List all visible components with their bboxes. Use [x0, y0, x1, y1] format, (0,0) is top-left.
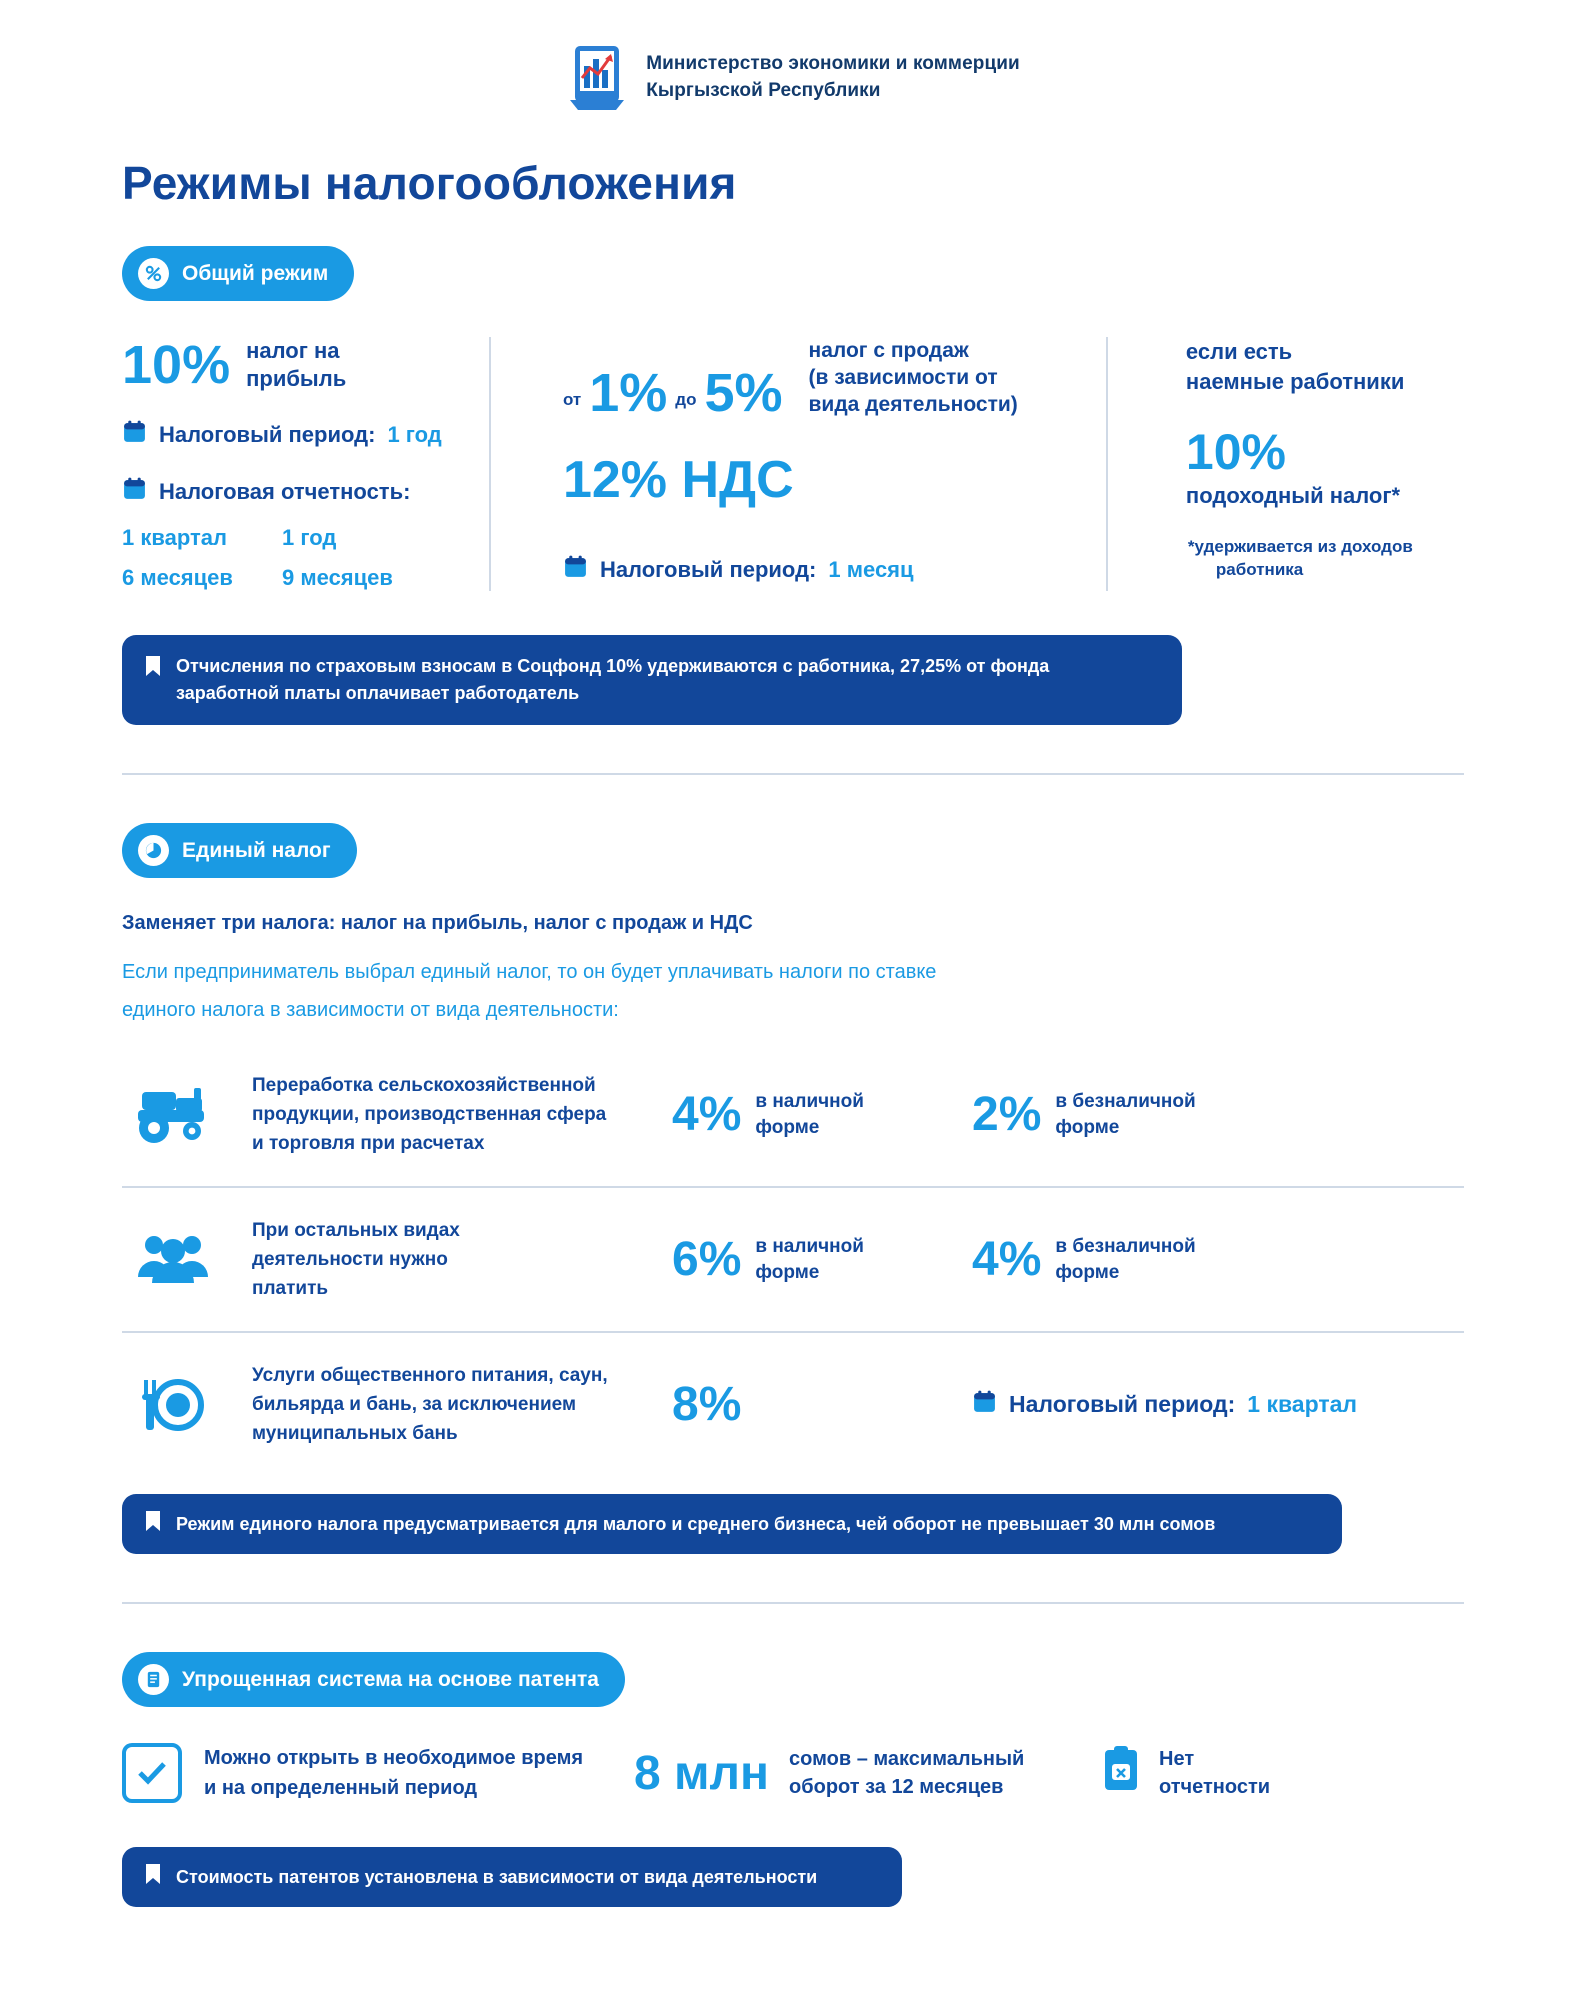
- employees-title: [1186, 337, 1586, 397]
- pill-general-regime-label: Общий режим: [182, 261, 329, 285]
- sales-tax-min: 1%: [589, 363, 668, 423]
- note-social-fund-text: Отчисления по страховым взносам в Соцфонд 10% удерживаются с работника, 27,25% от фонда заработной платы оплачивает работодатель: [176, 656, 1050, 703]
- single-tax-subhead: Заменяет три налога: налог на прибыль, налог с продаж и НДС: [122, 912, 753, 934]
- income-tax-label: подоходный налог*: [1185, 483, 1401, 508]
- sales-tax-max: 5%: [704, 363, 783, 423]
- patent-open-text-line2: и на определенный период: [204, 1777, 478, 1799]
- tax-reporting-periods: [122, 525, 465, 591]
- employees-title-line2: наемные работники: [1185, 369, 1405, 394]
- patent-max-turnover-amount: 8 млн: [634, 1746, 770, 1800]
- single-tax-row-catering: [122, 1331, 1464, 1476]
- note-patent-cost-text: Стоимость патентов установлена в зависимости от вида деятельности: [176, 1866, 818, 1887]
- single-tax-paragraph: [122, 953, 1586, 1029]
- section-general-regime: [122, 246, 1586, 725]
- note-single-tax-limit-text: Режим единого налога предусматривается для малого и среднего бизнеса, чей оборот не превышает 30 млн сомов: [176, 1513, 1216, 1534]
- general-sales-vat-column: [489, 337, 1106, 591]
- agriculture-description-line2: продукции, производственная сфера: [252, 1104, 607, 1125]
- bookmark-icon: [144, 1863, 162, 1893]
- single-tax-row-agriculture: [122, 1043, 1464, 1186]
- other-cashless-rate-label: в безналичной форме: [1055, 1235, 1196, 1283]
- tax-reporting-row: [122, 476, 465, 507]
- catering-period-value: 1 квартал: [1247, 1391, 1358, 1417]
- percent-icon: [138, 258, 169, 289]
- general-profit-column: [122, 337, 489, 591]
- reporting-period-item: 9 месяцев: [282, 565, 393, 590]
- income-tax-rate: 10%: [1185, 424, 1286, 480]
- note-single-tax-limit: [122, 1494, 1342, 1554]
- people-group-icon: [122, 1229, 252, 1291]
- catering-period-label: Налоговый период:: [1009, 1391, 1236, 1417]
- reporting-period-item: 1 год: [282, 525, 337, 550]
- divider: [122, 773, 1464, 775]
- calendar-icon: [563, 554, 588, 585]
- income-tax-note-line2: работника: [1215, 560, 1304, 579]
- single-tax-paragraph-line2: единого налога в зависимости от вида деятельности:: [122, 999, 619, 1021]
- vat-period-row: [563, 554, 1106, 585]
- pill-patent: [122, 1652, 625, 1707]
- profit-tax-label-line2: прибыль: [246, 366, 347, 391]
- ministry-name: [646, 50, 1020, 104]
- pill-single-tax-label: Единый налог: [182, 838, 331, 862]
- sales-tax-to-label: до: [675, 390, 697, 409]
- vat-label: НДС: [681, 451, 794, 509]
- note-patent-cost: [122, 1847, 902, 1907]
- calendar-icon: [122, 476, 147, 507]
- document-icon: [138, 1664, 169, 1695]
- vat-period-value: 1 месяц: [828, 556, 914, 582]
- ministry-name-line2: Кыргызской Республики: [646, 80, 881, 101]
- agriculture-cash-rate: [672, 1089, 972, 1141]
- pie-chart-icon: [138, 835, 169, 866]
- tax-period-value: 1 год: [387, 421, 442, 447]
- sales-tax-description-line2: (в зависимости от: [808, 366, 998, 389]
- tax-reporting-label: Налоговая отчетность:: [159, 478, 411, 504]
- employees-title-line1: если есть: [1185, 339, 1293, 364]
- catering-period: [972, 1389, 1357, 1420]
- agriculture-cash-rate-label: в наличной форме: [755, 1090, 864, 1138]
- sales-tax-description: [809, 337, 1018, 420]
- income-tax-note: [1187, 535, 1586, 581]
- patent-open-text-line1: Можно открыть в необходимое время: [204, 1747, 584, 1769]
- reporting-period-item: 1 квартал: [122, 525, 227, 550]
- note-social-fund: [122, 635, 1182, 725]
- profit-tax-label: [246, 337, 346, 393]
- other-cash-rate-value: 6%: [672, 1232, 742, 1286]
- pill-single-tax: [122, 823, 357, 878]
- no-report-icon: [1099, 1744, 1143, 1802]
- patent-open-text: [204, 1743, 634, 1803]
- patent-max-turnover-label: сомов – максимальный оборот за 12 месяцев: [789, 1748, 1025, 1798]
- sales-tax-description-line3: вида деятельности): [808, 393, 1018, 416]
- agriculture-cashless-rate-value: 2%: [972, 1087, 1042, 1141]
- general-regime-columns: [122, 337, 1586, 591]
- section-patent: [122, 1652, 1586, 1907]
- sales-tax-from-label: от: [562, 390, 582, 409]
- other-cashless-rate-value: 4%: [972, 1232, 1042, 1286]
- patent-no-reporting-label: Нет отчетности: [1159, 1748, 1271, 1798]
- checkbox-checked-icon: [122, 1743, 182, 1803]
- sales-tax-row: [562, 337, 1106, 423]
- general-employees-column: [1106, 337, 1586, 591]
- profit-tax-row: [122, 337, 465, 393]
- catering-rate: [672, 1377, 972, 1431]
- catering-description: Услуги общественного питания, саун, бильярда и бань, за исключением муниципальных бань: [252, 1365, 608, 1444]
- divider: [122, 1602, 1464, 1604]
- pill-patent-label: Упрощенная система на основе патента: [182, 1667, 599, 1691]
- profit-tax-label-line1: налог на: [246, 338, 340, 363]
- vat-row: [563, 450, 1106, 510]
- tax-period-label: Налоговый период:: [159, 421, 376, 447]
- profit-tax-rate: 10%: [122, 335, 231, 395]
- section-single-tax: [122, 823, 1586, 1554]
- calendar-icon: [122, 419, 147, 450]
- vat-rate: 12%: [562, 451, 668, 509]
- agriculture-description-line1: Переработка сельскохозяйственной: [252, 1075, 596, 1096]
- tax-period-row: [122, 419, 465, 450]
- bookmark-icon: [144, 655, 162, 685]
- patent-details-row: [122, 1743, 1464, 1803]
- sales-tax-description-line1: налог с продаж: [808, 339, 969, 362]
- patent-no-reporting: [1099, 1744, 1270, 1802]
- single-tax-row-other: [122, 1186, 1464, 1331]
- page-title: Режимы налогообложения: [122, 157, 737, 209]
- agriculture-cashless-rate-label: в безналичной форме: [1055, 1090, 1196, 1138]
- reporting-period-item: 6 месяцев: [122, 565, 233, 590]
- tractor-icon: [122, 1084, 252, 1146]
- agriculture-description: [252, 1071, 672, 1158]
- other-cash-rate-label: в наличной форме: [755, 1235, 864, 1283]
- restaurant-icon: [122, 1374, 252, 1436]
- single-tax-paragraph-line1: Если предприниматель выбрал единый налог, то он будет уплачивать налоги по ставке: [122, 961, 937, 983]
- other-activities-description: При остальных видах деятельности нужно платить: [252, 1220, 460, 1299]
- ministry-emblem-icon: [566, 42, 628, 112]
- other-cashless-rate: [972, 1234, 1272, 1286]
- header: [0, 0, 1586, 112]
- ministry-name-line1: Министерство экономики и коммерции: [646, 53, 1020, 74]
- other-cash-rate: [672, 1234, 972, 1286]
- income-tax-note-line1: *удерживается из доходов: [1187, 537, 1413, 556]
- vat-period-label: Налоговый период:: [599, 556, 817, 582]
- bookmark-icon: [144, 1510, 162, 1540]
- catering-rate-value: 8%: [672, 1377, 742, 1431]
- calendar-icon: [972, 1389, 997, 1420]
- agriculture-description-line3: и торговля при расчетах: [252, 1133, 485, 1154]
- pill-general-regime: [122, 246, 354, 301]
- agriculture-cash-rate-value: 4%: [672, 1087, 742, 1141]
- agriculture-cashless-rate: [972, 1089, 1272, 1141]
